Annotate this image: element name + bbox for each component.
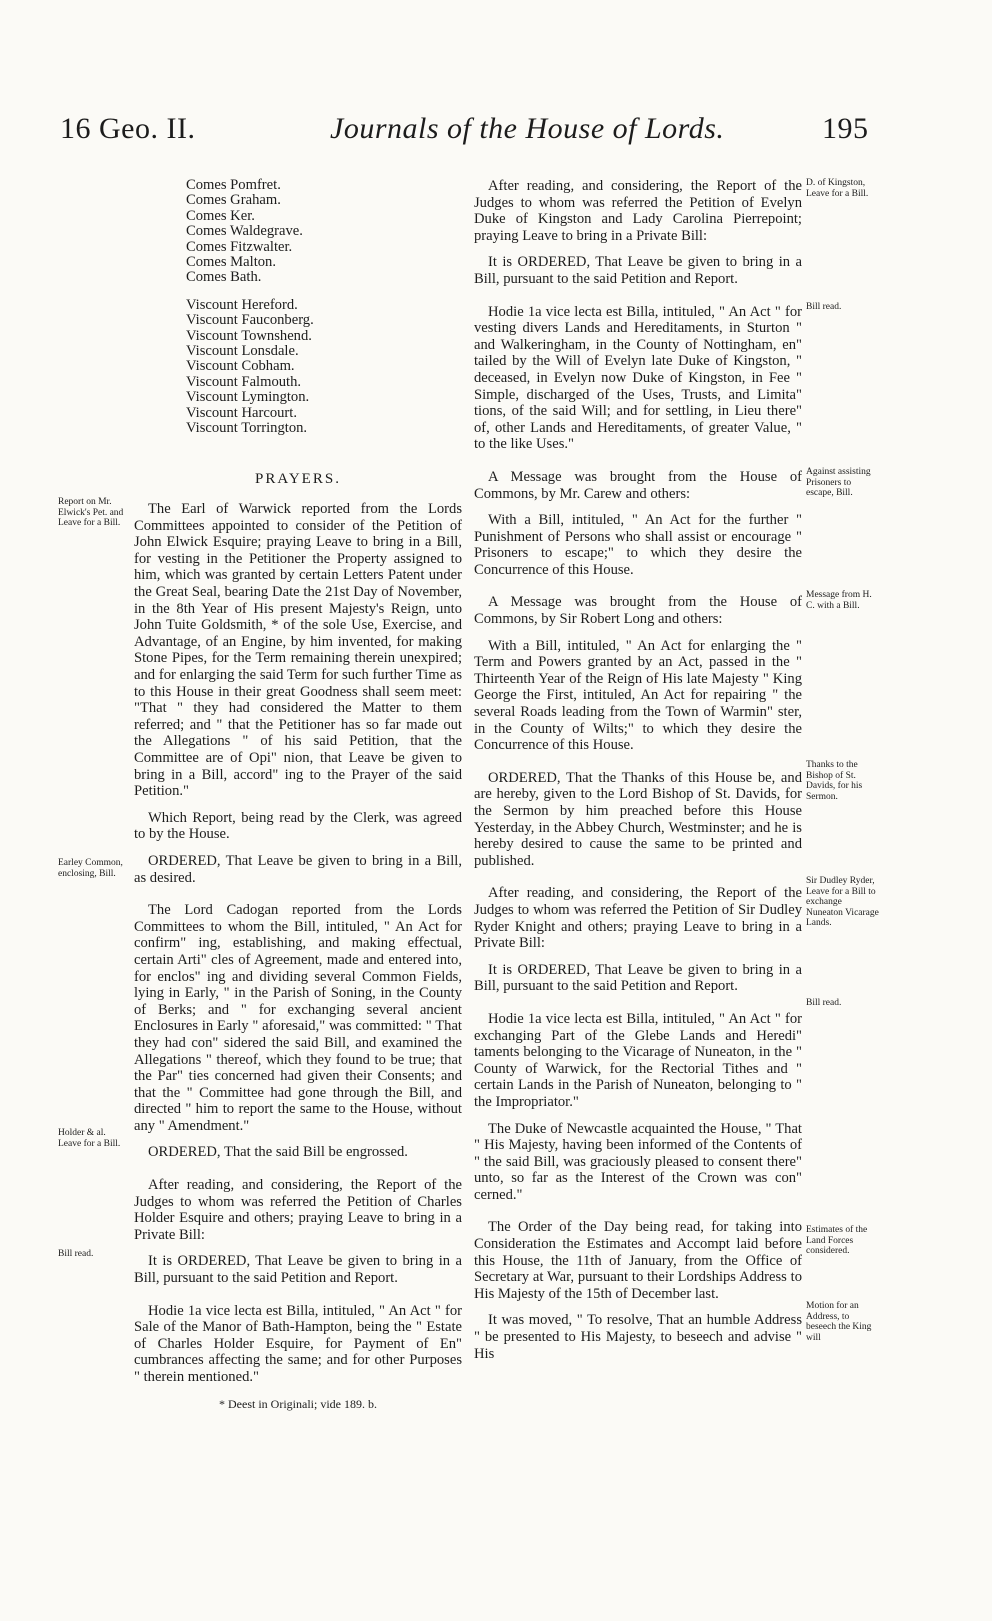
running-head-regnal-year: 16 Geo. II. — [60, 112, 196, 145]
margin-note: Bill read. — [806, 302, 842, 312]
entry-paragraph: With a Bill, intituled, " An Act for the further " Punishment of Persons who shall assist or encourage " Prisoners to escape;" to which they desire the Concurrence of this House. — [474, 512, 802, 578]
roll-entry: Comes Graham. — [186, 192, 281, 209]
roll-entry: Comes Pomfret. — [186, 177, 281, 193]
entry-paragraph: ORDERED, That the said Bill be engrossed. — [148, 1144, 408, 1161]
entry-paragraph: Which Report, being read by the Clerk, was agreed to by the House. — [134, 809, 462, 843]
entry-paragraph: It is ORDERED, That Leave be given to bring in a Bill, pursuant to the said Petition and Report. — [474, 961, 802, 995]
footnote: * Deest in Originali; vide 189. b. — [219, 1396, 377, 1411]
margin-note: Motion for an Address, to beseech the King will — [806, 1301, 872, 1343]
roll-entry: Comes Malton. — [186, 254, 276, 271]
margin-note: Thanks to the Bishop of St. Davids, for his Sermon. — [806, 760, 863, 802]
entry-paragraph: It is ORDERED, That Leave be given to bring in a Bill, pursuant to the said Petition and Report. — [134, 1253, 462, 1287]
margin-note: Sir Dudley Ryder, Leave for a Bill to exchange Nuneaton Vicarage Lands. — [806, 876, 879, 928]
margin-note: Against assisting Prisoners to escape, Bill. — [806, 467, 871, 498]
margin-note: Estimates of the Land Forces considered. — [806, 1225, 868, 1256]
entry-paragraph: ORDERED, That the Thanks of this House be, and are hereby, given to the Lord Bishop of St. Davids, for the Sermon by him preached before this House Yesterday, in the Abbey Church, Westminster; and he is hereby desired to cause the same to be printed and published. — [474, 769, 802, 869]
roll-entry: Viscount Townshend. — [186, 327, 312, 344]
entry-paragraph: After reading, and considering, the Report of the Judges to whom was referred the Petition of Sir Dudley Ryder Knight and others; praying Leave to bring in a Private Bill: — [474, 885, 802, 952]
margin-note: Bill read. — [806, 998, 842, 1008]
left-column — [134, 178, 462, 1412]
entry-paragraph: ORDERED, That Leave be given to bring in a Bill, as desired. — [134, 852, 462, 886]
roll-entry: Comes Ker. — [186, 207, 255, 224]
entry-paragraph: It is ORDERED, That Leave be given to bring in a Bill, pursuant to the said Petition and Report. — [474, 254, 802, 287]
roll-entry: Viscount Fauconberg. — [186, 312, 314, 329]
entry-paragraph: After reading, and considering, the Report of the Judges to whom was referred the Petition of Evelyn Duke of Kingston and Lady Carolina Pierrepoint; praying Leave to bring in a Private Bill: — [474, 178, 802, 244]
roll-entry: Viscount Cobham. — [186, 358, 295, 375]
roll-entry: Comes Fitzwalter. — [186, 238, 293, 255]
roll-entry: Comes Waldegrave. — [186, 223, 303, 240]
entry-paragraph: After reading, and considering, the Report of the Judges to whom was referred the Petition of Charles Holder Esquire and others; praying Leave to bring in a Private Bill: — [134, 1177, 462, 1243]
entry-paragraph: With a Bill, intituled, " An Act for enlarging the " Term and Powers granted by an Act, passed in the " Thirteenth Year of the Reign of His late Majesty " King George the First, intituled, An Act for repairing " the several Roads leading from the Town of Warmin" ster, in the County of Wilts;" to which they desire the Concurrence of this House. — [474, 637, 802, 754]
roll-entry: Viscount Lymington. — [186, 389, 310, 406]
roll-entry: Comes Bath. — [186, 269, 262, 286]
entry-paragraph: A Message was brought from the House of Commons, by Sir Robert Long and others: — [474, 594, 802, 628]
running-head-title: Journals of the House of Lords. — [330, 112, 725, 145]
entry-paragraph: The Earl of Warwick reported from the Lords Committees appointed to consider of the Petition of John Elwick Esquire; praying Leave to bring in a Bill, for vesting in the Petitioner the Property assigned to him, which was granted by certain Letters Patent under the Great Seal, bearing Date the 21st Day of November, in the 8th Year of His present Majesty's Reign, unto John Tuite Goldsmith, * of the sole Use, Exercise, and Advantage, of an Engine, by him invented, for making Stone Pipes, for the Term remaining therein unexpired; and for enlarging the said Term for such further Time as to this House in their great Goodness shall seem meet: "That " they had considered the Matter to them referred; and " that the Petitioner has so far made out the Allegations " of his said Petition, that the Committee are of Opi" nion, that Leave be given to bring in a Bill, accord" ing to the Prayer of the said Petition." — [134, 501, 462, 800]
roll-entry: Viscount Harcourt. — [186, 404, 297, 421]
entry-paragraph: A Message was brought from the House of Commons, by Mr. Carew and others: — [474, 468, 802, 502]
roll-entry: Viscount Torrington. — [186, 420, 308, 437]
entry-paragraph: Hodie 1a vice lecta est Billa, intituled, " An Act " for exchanging Part of the Glebe Lands and Heredi" taments belonging to the Vicarage of Nuneaton, in the " County of Warwick, for the Rectorial Tithes and " certain Lands in the Parish of Nuneaton, belonging to " the Impropriator." — [474, 1010, 802, 1110]
margin-note: Report on Mr. Elwick's Pet. and Leave for a Bill. — [58, 497, 124, 528]
entry-paragraph: The Lord Cadogan reported from the Lords Committees to whom the Bill, intituled, " An Act for confirm" ing, establishing, and making effectual, certain Arti" cles of Agreement, made and entered into, for enclos" ing and dividing several Common Fields, lying in Early, " in the Parish of Soning, in the County of Berks; and " for exchanging several ancient Enclosures in Early " aforesaid," was committed: " That they had con" sidered the said Bill, and examined the Allegations " thereof, which they found to be true; that the Par" ties concerned had given their Consents; and that the " Committee had gone through the Bill, and directed " him to report the same to the House, without any " Amendment." — [134, 902, 462, 1134]
margin-note: Message from H. C. with a Bill. — [806, 590, 872, 611]
page-number: 195 — [822, 112, 869, 145]
right-column — [474, 178, 802, 1372]
roll-entry: Viscount Hereford. — [186, 296, 298, 313]
margin-note: Bill read. — [58, 1249, 94, 1259]
entry-paragraph: The Duke of Newcastle acquainted the House, " That " His Majesty, having been informed of the Contents of " the said Bill, was graciously pleased to consent there" unto, so far as the Interest of the Crown was con" cerned." — [474, 1120, 802, 1203]
roll-entry: Viscount Lonsdale. — [186, 343, 299, 360]
margin-note: D. of Kingston, Leave for a Bill. — [806, 178, 869, 199]
entry-paragraph: It was moved, " To resolve, That an humble Address " be presented to His Majesty, to beseech and advise " His — [474, 1312, 802, 1362]
margin-note: Earley Common, enclosing, Bill. — [58, 858, 123, 879]
margin-note: Holder & al. Leave for a Bill. — [58, 1128, 121, 1149]
section-heading-prayers: PRAYERS. — [255, 470, 341, 487]
entry-paragraph: The Order of the Day being read, for taking into Consideration the Estimates and Accompt laid before this House, the 11th of January, from the Office of Secretary at War, pursuant to their Lordships Address to His Majesty of the 15th of December last. — [474, 1219, 802, 1302]
roll-call-list — [186, 178, 462, 437]
entry-paragraph: Hodie 1a vice lecta est Billa, intituled, " An Act " for vesting divers Lands and Hereditaments, in Sturton " and Walkeringham, in the County of Nottingham, en" tailed by the Will of Evelyn late Duke of Kingston, " deceased, in Evelyn now Duke of Kingston, in Fee " Simple, discharged of the Uses, Trusts, and Limita" tions, of the said Will; and for settling, in Lieu there" of, other Lands and Hereditaments, of greater Value, " to the like Uses." — [474, 303, 802, 453]
roll-entry: Viscount Falmouth. — [186, 373, 302, 390]
entry-paragraph: Hodie 1a vice lecta est Billa, intituled, " An Act " for Sale of the Manor of Bath-Hampton, being the " Estate of Charles Holder Esquire, for Payment of En" cumbrances affecting the same; and for other Purposes " therein mentioned." — [134, 1302, 462, 1385]
